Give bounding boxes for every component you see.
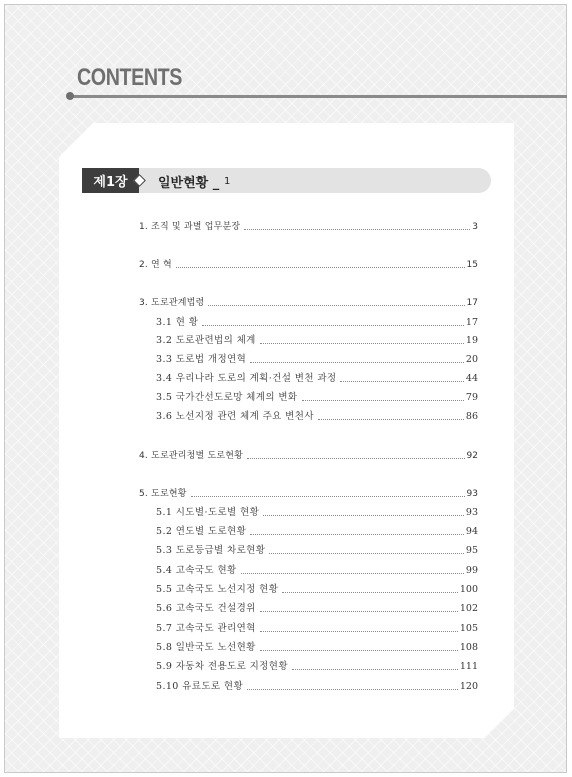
toc-subentry[interactable] (156, 602, 478, 616)
toc-entry-label: 5.10 유료도로 현황 (156, 681, 244, 692)
toc-entry-label: 2. 연 혁 (139, 260, 172, 270)
page-title: CONTENTS (77, 64, 182, 91)
toc-entry-label: 3.5 국가간선도로망 체계의 변화 (156, 392, 298, 403)
leader-dots (250, 525, 464, 535)
toc-entry-label: 1. 조직 및 과별 업무분장 (139, 222, 241, 232)
toc-entry-label: 5.2 연도별 도로현황 (156, 526, 247, 537)
toc-subentry[interactable] (156, 353, 478, 367)
leader-dots (247, 680, 458, 690)
chapter-page-number: 1 (224, 176, 231, 187)
toc-entry[interactable] (139, 449, 478, 463)
leader-dots (318, 410, 464, 420)
toc-entry-page: 108 (459, 642, 478, 653)
toc-entry-page: 79 (465, 392, 478, 403)
toc-entry-label: 3. 도로관계법령 (139, 298, 205, 308)
toc-subentry[interactable] (156, 564, 478, 578)
leader-dots (260, 334, 464, 344)
toc-entry[interactable] (139, 487, 478, 501)
toc-entry-page: 100 (459, 584, 478, 595)
toc-entry-label: 4. 도로관리청별 도로현황 (139, 451, 244, 461)
toc-entry-label: 5.4 고속국도 현황 (156, 565, 237, 576)
leader-dots (292, 660, 458, 670)
leader-dots (340, 372, 463, 382)
toc-entry-label: 5.5 고속국도 노선지정 현황 (156, 584, 279, 595)
toc-entry-page: 19 (465, 335, 478, 346)
toc-entry-page: 3 (472, 222, 478, 232)
leader-dots (269, 544, 464, 554)
toc-entry[interactable] (139, 296, 478, 310)
toc-entry-page: 15 (466, 260, 478, 270)
toc-entry-page: 94 (465, 526, 478, 537)
toc-entry[interactable] (139, 258, 478, 272)
toc-entry-page: 44 (465, 373, 478, 384)
toc-entry-page: 92 (466, 451, 478, 461)
toc-entry-page: 86 (465, 411, 478, 422)
leader-dots (302, 391, 464, 401)
toc-entry-label: 3.6 노선지정 관련 체계 주요 변천사 (156, 411, 314, 422)
leader-dots (202, 316, 464, 326)
toc-entry-page: 95 (465, 545, 478, 556)
toc-subentry[interactable] (156, 622, 478, 636)
chapter-badge: 제1장 (82, 168, 139, 193)
toc-entry-label: 3.2 도로관련법의 체계 (156, 335, 256, 346)
toc-entry-label: 3.4 우리나라 도로의 계획·건설 변천 과정 (156, 373, 337, 384)
toc-entry-label: 5.9 자동차 전용도로 지정현황 (156, 661, 288, 672)
leader-dots (260, 602, 458, 612)
toc-subentry[interactable] (156, 660, 478, 674)
leader-dots (282, 583, 458, 593)
toc-entry[interactable] (139, 220, 478, 234)
toc-entry-label: 3.1 현 황 (156, 317, 199, 328)
toc-entry-page: 20 (465, 354, 478, 365)
leader-dots (247, 449, 464, 459)
toc-entry-label: 5.1 시도별·도로별 현황 (156, 507, 260, 518)
toc-entry-page: 99 (465, 565, 478, 576)
toc-entry-label: 5. 도로현황 (139, 489, 187, 499)
leader-dots (263, 506, 464, 516)
toc-entry-page: 93 (466, 489, 478, 499)
leader-dots (176, 258, 465, 268)
toc-entry-page: 93 (465, 507, 478, 518)
leader-dots (244, 220, 470, 230)
toc-subentry[interactable] (156, 334, 478, 348)
toc-subentry[interactable] (156, 410, 478, 424)
toc-subentry[interactable] (156, 316, 478, 330)
toc-entry-label: 5.6 고속국도 건설경위 (156, 603, 256, 614)
toc-subentry[interactable] (156, 506, 478, 520)
toc-entry-page: 111 (459, 661, 478, 672)
toc-entry-label: 5.3 도로등급별 차로현황 (156, 545, 266, 556)
toc-entry-page: 17 (466, 298, 478, 308)
toc-entry-page: 17 (465, 317, 478, 328)
leader-dots (208, 296, 464, 306)
leader-dots (260, 622, 458, 632)
toc-subentry[interactable] (156, 525, 478, 539)
toc-subentry[interactable] (156, 583, 478, 597)
toc-subentry[interactable] (156, 641, 478, 655)
leader-dots (241, 564, 464, 574)
toc-entry-page: 120 (459, 681, 478, 692)
toc-entry-label: 5.8 일반국도 노선현황 (156, 642, 256, 653)
toc-subentry[interactable] (156, 391, 478, 405)
toc-entry-page: 102 (459, 603, 478, 614)
leader-dots (191, 487, 465, 497)
toc-subentry[interactable] (156, 680, 478, 694)
leader-dots (250, 353, 464, 363)
toc-entry-page: 105 (459, 623, 478, 634)
toc-subentry[interactable] (156, 544, 478, 558)
toc-subentry[interactable] (156, 372, 478, 386)
toc-entry-label: 5.7 고속국도 관리연혁 (156, 623, 256, 634)
toc-entry-label: 3.3 도로법 개정연혁 (156, 354, 247, 365)
leader-dots (260, 641, 458, 651)
chapter-title: 일반현황 _ (158, 176, 220, 191)
